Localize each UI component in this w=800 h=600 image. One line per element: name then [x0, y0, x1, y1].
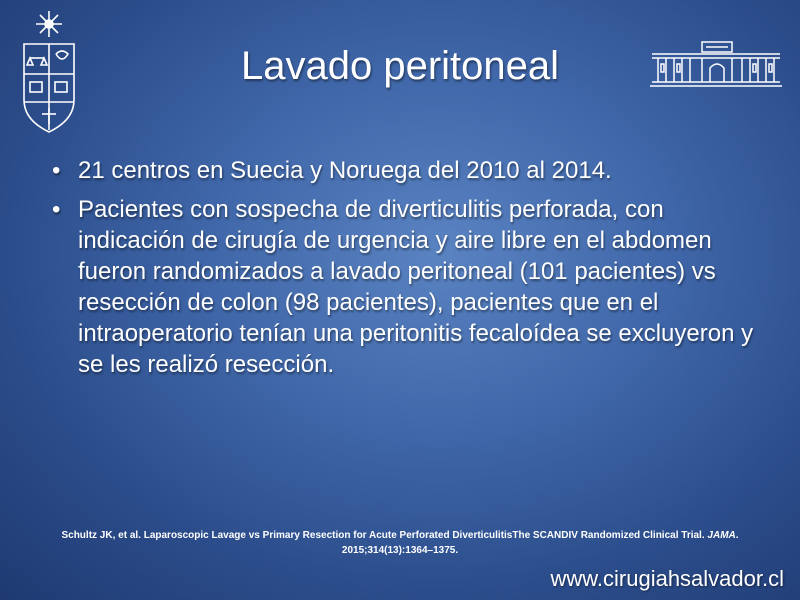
bullet-marker: • [52, 196, 61, 223]
citation [60, 528, 740, 558]
citation-details: . 2015;314(13):1364–1375. [341, 530, 739, 556]
bullet-marker: • [52, 157, 61, 184]
slide-title: Lavado peritoneal [240, 44, 560, 88]
bullet-text: 21 centros en Suecia y Noruega del 2010 al 2014. [78, 157, 612, 184]
bullet-list [52, 155, 764, 388]
bullet-text: Pacientes con sospecha de diverticulitis perforada, con indicación de cirugía de urgencia y aire libre en el abdomen fueron randomizados a lavado peritoneal (101 pacientes) vs resección de colon (98 pacientes), pacientes que en el intraoperatorio tenían una peritonitis fecaloídea se excluyeron y se les realizó resección. [78, 196, 754, 378]
bullet-item [52, 155, 764, 186]
bullet-item [52, 194, 764, 380]
citation-text: Schultz JK, et al. Laparoscopic Lavage vs Primary Resection for Acute Perforated DiverticulitisThe SCANDIV Randomized Clinical Trial. [61, 530, 708, 541]
website-url[interactable]: www.cirugiahsalvador.cl [550, 566, 784, 591]
citation-journal: JAMA [707, 530, 736, 541]
